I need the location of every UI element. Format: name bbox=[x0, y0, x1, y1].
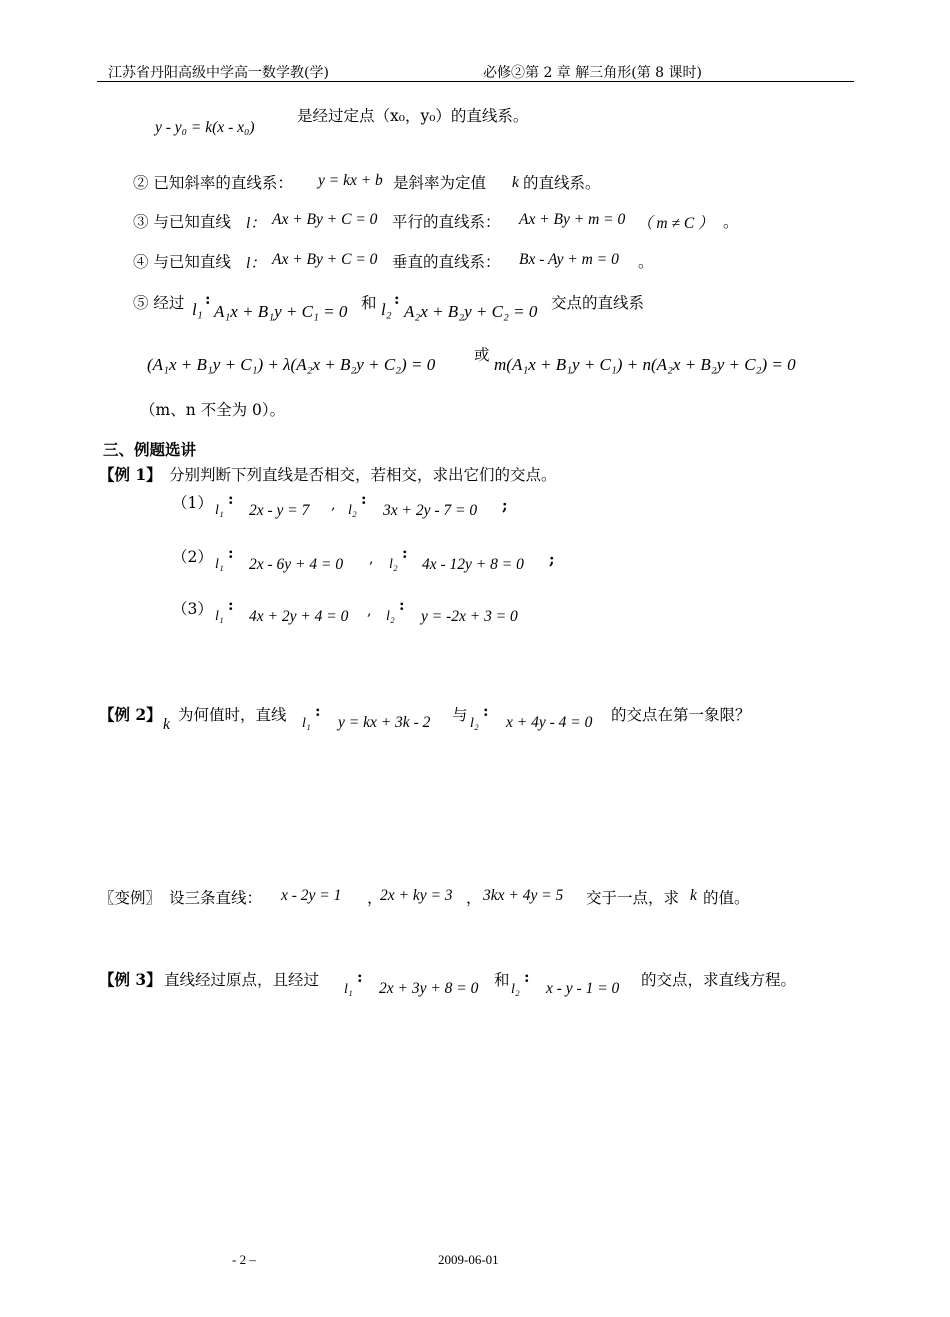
variant-tag: 〖变例〗 bbox=[99, 889, 162, 907]
example3-text: 直线经过原点，且经过 bbox=[164, 971, 320, 989]
example1-part2-num: （2） bbox=[172, 548, 213, 566]
example3-tag: 【例 3】 bbox=[99, 970, 162, 989]
example3-colon1: : bbox=[357, 968, 363, 986]
example3-f2: x - y - 1 = 0 bbox=[546, 980, 620, 997]
example2-colon2: : bbox=[483, 702, 489, 720]
example1-part2-l1: l₁ bbox=[215, 557, 224, 572]
page-number: - 2 – bbox=[232, 1252, 256, 1267]
item4-prefix: ④ 与已知直线 bbox=[133, 253, 231, 271]
example2-var: k bbox=[163, 716, 170, 733]
example1-part2-colon1: : bbox=[228, 544, 234, 562]
example3-and: 和 bbox=[494, 971, 510, 989]
example1-part2-f1: 2x - 6y + 4 = 0 bbox=[249, 556, 344, 573]
example1-part1-f1: 2x - y = 7 bbox=[249, 502, 310, 519]
variant-f3: 3kx + 4y = 5 bbox=[483, 887, 564, 904]
example2-l1: l₁ bbox=[302, 716, 311, 731]
example1-part1-f2: 3x + 2y - 7 = 0 bbox=[383, 502, 478, 519]
variant-var: k bbox=[690, 887, 697, 904]
item5-f2: A₂x + B₂y + C₂ = 0 bbox=[404, 302, 538, 321]
example1-part3-f2: y = -2x + 3 = 0 bbox=[421, 608, 518, 625]
example1-part2-f2: 4x - 12y + 8 = 0 bbox=[422, 556, 524, 573]
item5-l1: l₁ bbox=[192, 300, 203, 319]
section-title: 三、例题选讲 bbox=[103, 441, 197, 459]
example1-part2-semicolon: ; bbox=[549, 550, 555, 568]
item4-mid: 垂直的直线系： bbox=[392, 253, 501, 271]
example1-part3-num: （3） bbox=[172, 600, 213, 618]
item5-prefix: ⑤ 经过 bbox=[133, 294, 185, 312]
example3-l1: l₁ bbox=[344, 982, 353, 997]
example1-part1-l1: l₁ bbox=[215, 503, 224, 518]
point-slope-text: 是经过定点（x₀，y₀）的直线系。 bbox=[297, 107, 529, 125]
example3-suffix: 的交点，求直线方程。 bbox=[641, 971, 797, 989]
item4-suffix: 。 bbox=[638, 253, 654, 271]
variant-mid: 交于一点，求 bbox=[586, 889, 680, 907]
example3-l2: l₂ bbox=[511, 982, 520, 997]
item4-line: l： bbox=[246, 255, 266, 272]
example1-part1-semicolon: ; bbox=[502, 496, 508, 514]
header-right: 必修②第 2 章 解三角形(第 8 课时) bbox=[483, 65, 702, 81]
item3-mid: 平行的直线系： bbox=[392, 213, 501, 231]
example2-l2: l₂ bbox=[470, 716, 479, 731]
item2-prefix: ② 已知斜率的直线系： bbox=[133, 174, 293, 192]
example2-f2: x + 4y - 4 = 0 bbox=[506, 714, 593, 731]
example1-part2-colon2: : bbox=[402, 544, 408, 562]
example1-part1-colon2: : bbox=[361, 490, 367, 508]
item3-condition: （ m ≠ C ） bbox=[637, 215, 714, 232]
example2-tag: 【例 2】 bbox=[99, 705, 162, 724]
example1-part3-l2: l₂ bbox=[386, 609, 395, 624]
example3-colon2: : bbox=[524, 968, 530, 986]
item3-prefix: ③ 与已知直线 bbox=[133, 213, 231, 231]
example1-part3-comma: , bbox=[367, 603, 372, 619]
example2-text: 为何值时，直线 bbox=[178, 706, 287, 724]
family-formula-lambda: (A₁x + B₁y + C₁) + λ(A₂x + B₂y + C₂) = 0 bbox=[147, 355, 436, 374]
example1-part1-comma: , bbox=[331, 497, 336, 513]
variant-suffix: 的值。 bbox=[703, 889, 750, 907]
family-formula-mn: m(A₁x + B₁y + C₁) + n(A₂x + B₂y + C₂) = 0 bbox=[494, 355, 796, 374]
footer-date: 2009-06-01 bbox=[438, 1252, 499, 1267]
example2-f1: y = kx + 3k - 2 bbox=[338, 714, 431, 731]
example2-colon1: : bbox=[315, 702, 321, 720]
example1-part1-l2: l₂ bbox=[348, 503, 357, 518]
item2-suffix: 的直线系。 bbox=[523, 174, 601, 192]
item5-colon1: : bbox=[205, 290, 211, 308]
item2-mid: 是斜率为定值 bbox=[393, 174, 487, 192]
example1-part1-colon1: : bbox=[228, 490, 234, 508]
item2-var: k bbox=[512, 174, 519, 191]
item3-formula2: Ax + By + m = 0 bbox=[519, 211, 626, 228]
example1-part2-comma: , bbox=[369, 551, 374, 567]
item4-formula: Ax + By + C = 0 bbox=[272, 251, 378, 268]
item2-formula: y = kx + b bbox=[318, 172, 383, 189]
example2-suffix: 的交点在第一象限？ bbox=[611, 706, 751, 724]
item3-line: l： bbox=[246, 215, 266, 232]
header-left: 江苏省丹阳高级中学高一数学教(学) bbox=[108, 65, 329, 81]
item3-suffix: 。 bbox=[723, 213, 739, 231]
example1-question: 分别判断下列直线是否相交，若相交，求出它们的交点。 bbox=[169, 466, 557, 484]
item5-and: 和 bbox=[361, 294, 377, 312]
family-note: （m、n 不全为 0）。 bbox=[140, 401, 286, 419]
example3-f1: 2x + 3y + 8 = 0 bbox=[379, 980, 479, 997]
example1-part2-l2: l₂ bbox=[389, 557, 398, 572]
variant-comma2: ， bbox=[466, 889, 482, 907]
variant-f2: 2x + ky = 3 bbox=[380, 887, 453, 904]
variant-f1: x - 2y = 1 bbox=[281, 887, 342, 904]
example1-part1-num: （1） bbox=[172, 494, 213, 512]
item5-suffix: 交点的直线系 bbox=[551, 294, 645, 312]
item3-formula: Ax + By + C = 0 bbox=[272, 211, 378, 228]
variant-comma1: ， bbox=[367, 889, 383, 907]
item5-f1: A₁x + B₁y + C₁ = 0 bbox=[214, 302, 348, 321]
example1-part3-colon2: : bbox=[399, 596, 405, 614]
item4-formula2: Bx - Ay + m = 0 bbox=[519, 251, 619, 268]
variant-text: 设三条直线： bbox=[169, 889, 263, 907]
example1-part3-l1: l₁ bbox=[215, 609, 224, 624]
example1-part3-f1: 4x + 2y + 4 = 0 bbox=[249, 608, 349, 625]
example1-part3-colon1: : bbox=[228, 596, 234, 614]
point-slope-formula: y - y₀ = k(x - x₀) bbox=[155, 119, 255, 136]
item5-l2: l₂ bbox=[381, 300, 392, 319]
example2-and: 与 bbox=[452, 706, 468, 724]
example1-tag: 【例 1】 bbox=[99, 465, 162, 484]
header-rule bbox=[97, 81, 854, 82]
family-or: 或 bbox=[474, 346, 490, 364]
item5-colon2: : bbox=[394, 290, 400, 308]
